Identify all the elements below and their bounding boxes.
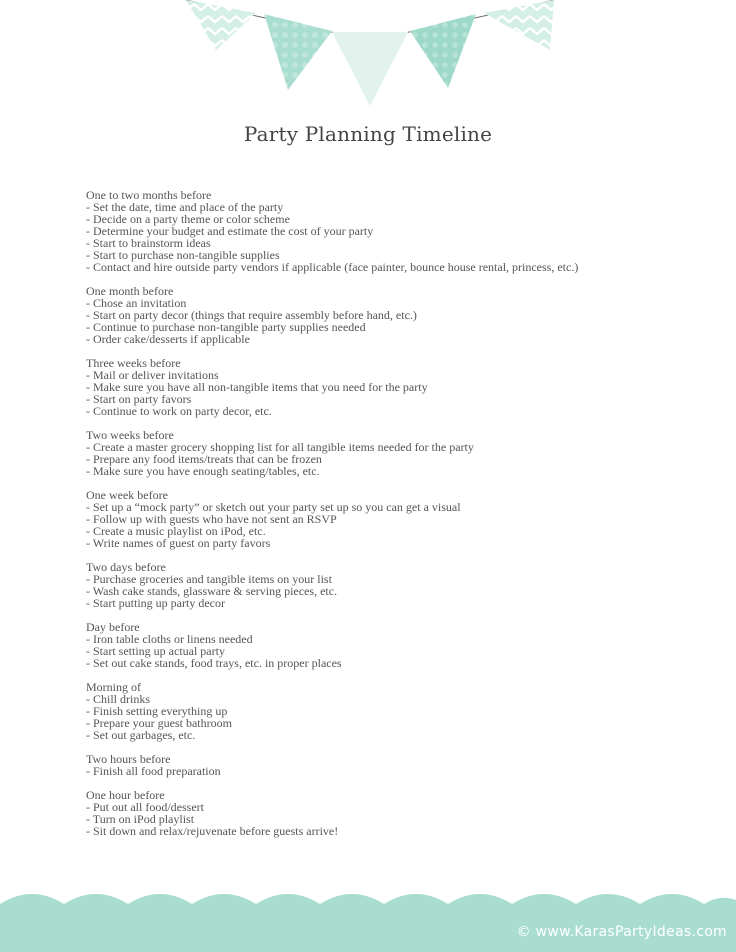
task-list: [86, 801, 706, 837]
task-item: - Start to purchase non-tangible supplies: [86, 249, 706, 261]
task-item: - Set up a “mock party” or sketch out your party set up so you can get a visual: [86, 501, 706, 513]
task-item: - Finish setting everything up: [86, 705, 706, 717]
section-heading: Two hours before: [86, 752, 171, 766]
task-item: - Prepare your guest bathroom: [86, 717, 706, 729]
section-heading: One to two months before: [86, 188, 212, 202]
task-item: - Finish all food preparation: [86, 765, 706, 777]
section-heading: One hour before: [86, 788, 165, 802]
page-title: Party Planning Timeline: [243, 122, 493, 146]
timeline-section: [86, 681, 706, 741]
section-heading: Two days before: [86, 560, 166, 574]
pennant-left-dots: [264, 14, 332, 90]
pennant-right-dots: [410, 14, 476, 88]
task-list: [86, 441, 706, 477]
timeline-section: [86, 189, 706, 273]
bunting-banner: [180, 0, 560, 112]
timeline-section: [86, 561, 706, 609]
task-list: [86, 501, 706, 549]
section-heading: One month before: [86, 284, 174, 298]
timeline-section: [86, 429, 706, 477]
scalloped-footer-border: [0, 890, 736, 952]
task-list: [86, 201, 706, 273]
task-item: - Prepare any food items/treats that can be frozen: [86, 453, 706, 465]
timeline-section: [86, 489, 706, 549]
task-list: [86, 765, 706, 777]
task-item: - Start on party decor (things that require assembly before hand, etc.): [86, 309, 706, 321]
task-item: - Continue to purchase non-tangible party supplies needed: [86, 321, 706, 333]
task-item: - Start putting up party decor: [86, 597, 706, 609]
task-list: [86, 297, 706, 345]
task-item: - Set out cake stands, food trays, etc. in proper places: [86, 657, 706, 669]
task-item: - Create a master grocery shopping list for all tangible items needed for the party: [86, 441, 706, 453]
task-item: - Write names of guest on party favors: [86, 537, 706, 549]
section-heading: Two weeks before: [86, 428, 174, 442]
task-list: [86, 573, 706, 609]
task-item: - Make sure you have all non-tangible items that you need for the party: [86, 381, 706, 393]
timeline-section: [86, 621, 706, 669]
section-heading: Three weeks before: [86, 356, 181, 370]
task-list: [86, 369, 706, 417]
task-item: - Chose an invitation: [86, 297, 706, 309]
task-item: - Continue to work on party decor, etc.: [86, 405, 706, 417]
task-item: - Chill drinks: [86, 693, 706, 705]
task-item: - Start setting up actual party: [86, 645, 706, 657]
footer-credit: © www.KarasPartyIdeas.com: [516, 924, 727, 940]
task-item: - Wash cake stands, glassware & serving pieces, etc.: [86, 585, 706, 597]
task-item: - Make sure you have enough seating/tables, etc.: [86, 465, 706, 477]
task-item: - Order cake/desserts if applicable: [86, 333, 706, 345]
task-item: - Decide on a party theme or color scheme: [86, 213, 706, 225]
pennant-right-chevron: [484, 0, 554, 50]
task-item: - Put out all food/dessert: [86, 801, 706, 813]
task-item: - Set out garbages, etc.: [86, 729, 706, 741]
task-list: [86, 693, 706, 741]
task-item: - Set the date, time and place of the party: [86, 201, 706, 213]
task-item: - Contact and hire outside party vendors if applicable (face painter, bounce house rental, princess, etc.): [86, 261, 706, 273]
task-list: [86, 633, 706, 669]
pennant-center-plain: [332, 32, 408, 106]
pennant-left-chevron: [186, 0, 256, 50]
task-item: - Turn on iPod playlist: [86, 813, 706, 825]
task-item: - Start on party favors: [86, 393, 706, 405]
timeline-section: [86, 753, 706, 777]
timeline-list: [86, 189, 706, 849]
task-item: - Purchase groceries and tangible items on your list: [86, 573, 706, 585]
section-heading: One week before: [86, 488, 168, 502]
section-heading: Morning of: [86, 680, 141, 694]
timeline-section: [86, 789, 706, 837]
timeline-section: [86, 285, 706, 345]
timeline-section: [86, 357, 706, 417]
task-item: - Start to brainstorm ideas: [86, 237, 706, 249]
task-item: - Sit down and relax/rejuvenate before guests arrive!: [86, 825, 706, 837]
task-item: - Create a music playlist on iPod, etc.: [86, 525, 706, 537]
section-heading: Day before: [86, 620, 140, 634]
task-item: - Follow up with guests who have not sent an RSVP: [86, 513, 706, 525]
task-item: - Mail or deliver invitations: [86, 369, 706, 381]
task-item: - Iron table cloths or linens needed: [86, 633, 706, 645]
task-item: - Determine your budget and estimate the cost of your party: [86, 225, 706, 237]
